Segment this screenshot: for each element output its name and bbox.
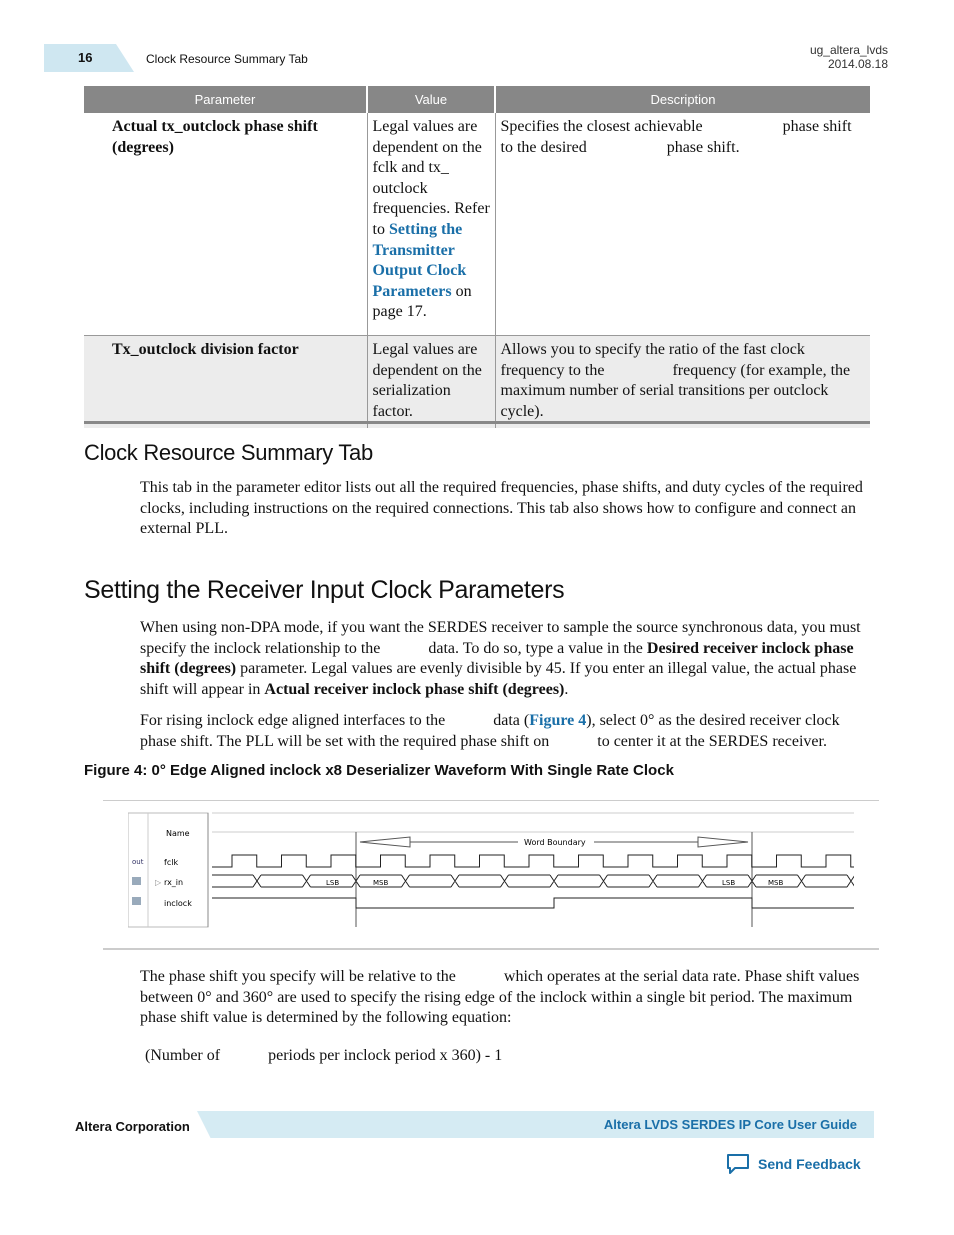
description-cell: Specifies the closest achievable phase shift to the desired phase shift.: [495, 113, 870, 336]
figure-bottom-rule: [103, 948, 879, 950]
table-header-row: [84, 86, 870, 113]
waveform-name-header: Name: [166, 829, 190, 838]
receiver-paragraph-2: [140, 711, 872, 752]
parameter-table: [84, 86, 870, 428]
rx-in-label-msb: MSB: [768, 879, 784, 887]
description-cell: Allows you to specify the ratio of the fast clock frequency to the frequency (for example, the maximum number of serial transitions per outclock cycle).: [495, 336, 870, 429]
rx-in-label-lsb: LSB: [722, 879, 736, 887]
text-run: ), select 0° as the desired receiver clock phase shift. The PLL will be set with the required phase shift on to center it at the SERDES receiver.: [140, 712, 844, 750]
page-number: 16: [78, 50, 93, 65]
text-run: .: [564, 680, 569, 698]
section-heading-clock-resource: Clock Resource Summary Tab: [84, 440, 373, 465]
value-cell: Legal values are dependent on the serialization factor.: [367, 336, 495, 429]
signal-name-fclk: fclk: [164, 858, 179, 867]
phase-shift-equation: (Number of periods per inclock period x 360) - 1: [145, 1047, 503, 1064]
bold-param-actual: Actual receiver inclock phase shift (degrees): [264, 680, 565, 698]
speech-bubble-icon: [726, 1153, 750, 1175]
signal-name-rx-in: rx_in: [164, 878, 184, 887]
word-boundary-label: Word Boundary: [524, 838, 586, 847]
text-run: For rising inclock edge aligned interfaces to the data (: [140, 712, 530, 729]
section-heading-receiver-input: Setting the Receiver Input Clock Parameters: [84, 576, 565, 604]
text-run: When using non-DPA mode, if you want the SERDES receiver to sample the source synchronous data, you must specify the inclock relationship to the data. To do so, type a value in the: [140, 619, 865, 657]
figure-top-rule: [103, 800, 879, 801]
signal-name-inclock: inclock: [164, 899, 192, 908]
value-text-suffix: on page 17.: [372, 282, 472, 321]
text-run: parameter. Legal values are evenly divisible by 45. If you enter an illegal value, the actual phase shift will appear in: [140, 660, 861, 698]
column-header-value: Value: [367, 86, 495, 113]
figure-caption: Figure 4: 0° Edge Aligned inclock x8 Deserializer Waveform With Single Rate Clock: [84, 762, 674, 779]
transmitter-output-clock-link[interactable]: Setting the Transmitter Output Clock Parameters: [372, 220, 467, 300]
footer-guide-title: Altera LVDS SERDES IP Core User Guide: [603, 1117, 857, 1132]
waveform-background: [128, 812, 854, 930]
doc-info: [810, 43, 888, 71]
table-row: [84, 113, 870, 336]
input-pin-icon: [132, 877, 141, 885]
running-header-section: Clock Resource Summary Tab: [146, 52, 308, 66]
receiver-paragraph-1: [140, 618, 872, 700]
send-feedback-label: Send Feedback: [758, 1156, 861, 1172]
figure-4-link[interactable]: Figure 4: [529, 712, 587, 729]
parameter-cell: Actual tx_outclock phase shift (degrees): [84, 113, 367, 336]
doc-date: 2014.08.18: [827, 57, 888, 71]
output-pin-icon: out: [132, 858, 144, 866]
send-feedback-button[interactable]: [726, 1153, 861, 1175]
input-pin-icon: [132, 897, 141, 905]
expand-chevron-icon: ▷: [155, 878, 162, 887]
doc-id: ug_altera_lvds: [809, 43, 888, 57]
column-header-description: Description: [495, 86, 870, 113]
rx-in-label-lsb: LSB: [326, 879, 340, 887]
clock-resource-paragraph: This tab in the parameter editor lists out all the required frequencies, phase shifts, and duty cycles of the required clocks, including instructions on the required connections. This tab also shows how to configure and connect an external PLL.: [140, 479, 863, 538]
table-row: [84, 336, 870, 429]
bold-param-desired: Desired receiver inclock phase shift (degrees): [140, 639, 858, 678]
rx-in-label-msb: MSB: [373, 879, 389, 887]
value-cell: [367, 113, 495, 336]
phase-shift-paragraph: The phase shift you specify will be relative to the which operates at the serial data rate. Phase shift values between 0° and 360° are used to specify the rising edge of the inclock within a single bit period. The maximum phase shift value is determined by the following equation:: [140, 968, 864, 1027]
parameter-cell: Tx_outclock division factor: [84, 336, 367, 429]
waveform-figure: [128, 812, 854, 930]
value-text: Legal values are dependent on the fclk and tx_ outclock frequencies. Refer to: [372, 118, 490, 238]
footer-company: Altera Corporation: [75, 1119, 190, 1134]
table-bottom-rule: [84, 421, 870, 424]
column-header-parameter: Parameter: [84, 86, 367, 113]
